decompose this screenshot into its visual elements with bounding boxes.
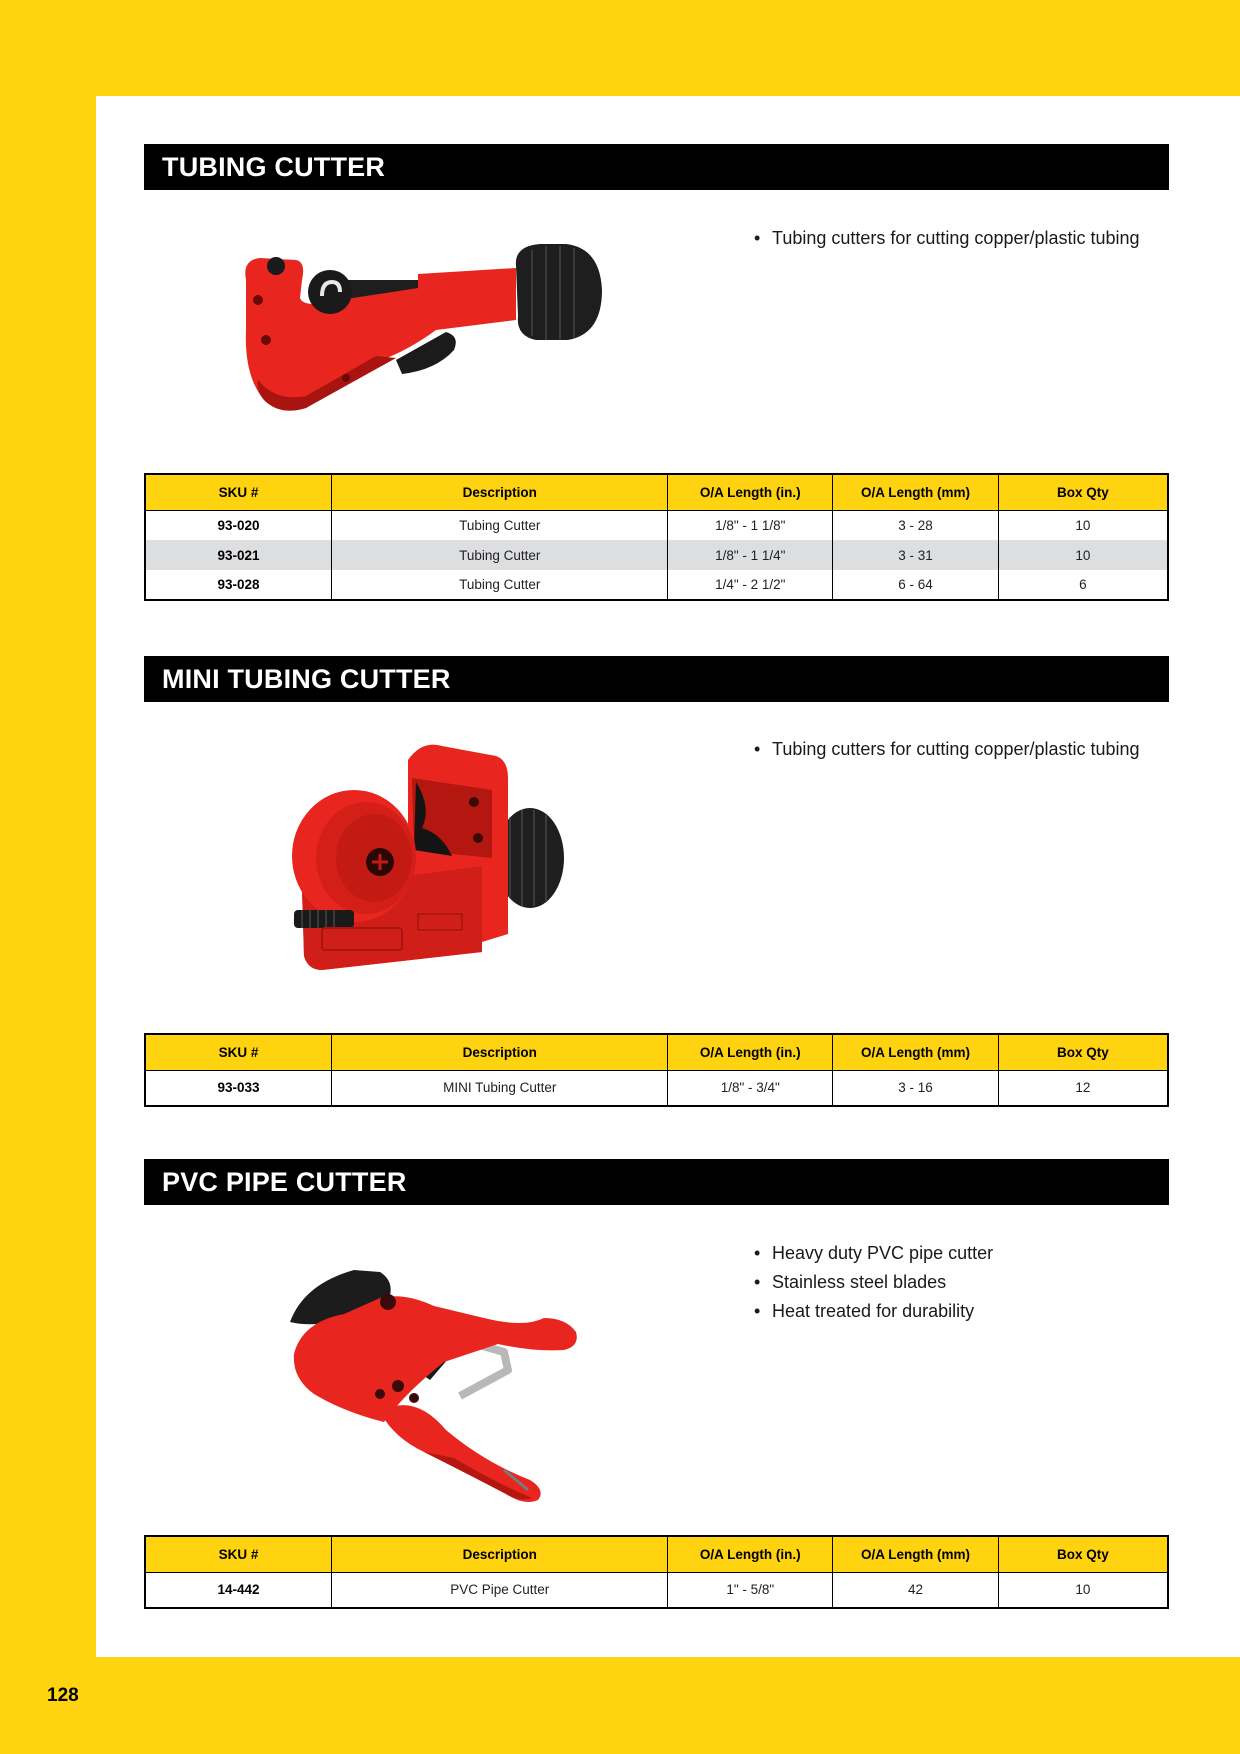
- cell-description: Tubing Cutter: [332, 540, 668, 570]
- table-header-row: [145, 1034, 1168, 1070]
- section-title: PVC PIPE CUTTER: [162, 1167, 407, 1197]
- section-title: TUBING CUTTER: [162, 152, 386, 182]
- table-row: [145, 540, 1168, 570]
- table-row: [145, 510, 1168, 540]
- spec-table-pvc-pipe-cutter: [144, 1535, 1169, 1609]
- feature-item: • Stainless steel blades: [752, 1268, 993, 1297]
- header-length-mm: O/A Length (mm): [833, 474, 999, 510]
- header-sku: SKU #: [145, 474, 332, 510]
- cell-description: Tubing Cutter: [332, 510, 668, 540]
- cell-length-mm: 6 - 64: [833, 570, 999, 600]
- pvc-pipe-cutter-product-image: [284, 1262, 614, 1506]
- cell-box-qty: 10: [998, 540, 1168, 570]
- header-length-mm: O/A Length (mm): [833, 1034, 999, 1070]
- cell-description: PVC Pipe Cutter: [332, 1572, 668, 1608]
- section-title: MINI TUBING CUTTER: [162, 664, 451, 694]
- cell-description: MINI Tubing Cutter: [332, 1070, 668, 1106]
- section-header-pvc-pipe-cutter: [144, 1159, 1169, 1205]
- page-number: 128: [47, 1685, 79, 1706]
- section-header-mini-tubing-cutter: [144, 656, 1169, 702]
- cell-length-mm: 3 - 28: [833, 510, 999, 540]
- cell-description: Tubing Cutter: [332, 570, 668, 600]
- feature-item: • Tubing cutters for cutting copper/plastic tubing: [752, 735, 1140, 764]
- header-description: Description: [332, 474, 668, 510]
- header-description: Description: [332, 1034, 668, 1070]
- mini-tubing-cutter-product-image: [282, 738, 572, 1000]
- cell-box-qty: 10: [998, 1572, 1168, 1608]
- cell-sku: 93-028: [145, 570, 332, 600]
- cell-length-mm: 3 - 31: [833, 540, 999, 570]
- cell-length-in: 1" - 5/8": [668, 1572, 833, 1608]
- header-length-in: O/A Length (in.): [668, 474, 833, 510]
- feature-item: • Tubing cutters for cutting copper/plastic tubing: [752, 224, 1140, 253]
- cell-sku: 93-021: [145, 540, 332, 570]
- table-row: [145, 1572, 1168, 1608]
- header-description: Description: [332, 1536, 668, 1572]
- cell-box-qty: 12: [998, 1070, 1168, 1106]
- cell-sku: 14-442: [145, 1572, 332, 1608]
- tubing-cutter-product-image: [236, 240, 616, 420]
- feature-item: • Heat treated for durability: [752, 1297, 993, 1326]
- cell-length-mm: 42: [833, 1572, 999, 1608]
- table-header-row: [145, 1536, 1168, 1572]
- header-length-in: O/A Length (in.): [668, 1034, 833, 1070]
- cell-sku: 93-033: [145, 1070, 332, 1106]
- feature-item: • Heavy duty PVC pipe cutter: [752, 1239, 993, 1268]
- cell-length-mm: 3 - 16: [833, 1070, 999, 1106]
- cell-box-qty: 6: [998, 570, 1168, 600]
- section-header-tubing-cutter: [144, 144, 1169, 190]
- header-length-mm: O/A Length (mm): [833, 1536, 999, 1572]
- feature-list: [752, 224, 1140, 253]
- header-box-qty: Box Qty: [998, 1034, 1168, 1070]
- feature-list: [752, 735, 1140, 764]
- header-box-qty: Box Qty: [998, 474, 1168, 510]
- cell-length-in: 1/4" - 2 1/2": [668, 570, 833, 600]
- cell-box-qty: 10: [998, 510, 1168, 540]
- cell-length-in: 1/8" - 1 1/4": [668, 540, 833, 570]
- cell-length-in: 1/8" - 1 1/8": [668, 510, 833, 540]
- cell-length-in: 1/8" - 3/4": [668, 1070, 833, 1106]
- spec-table-tubing-cutter: [144, 473, 1169, 601]
- header-sku: SKU #: [145, 1536, 332, 1572]
- table-row: [145, 570, 1168, 600]
- header-length-in: O/A Length (in.): [668, 1536, 833, 1572]
- header-sku: SKU #: [145, 1034, 332, 1070]
- table-header-row: [145, 474, 1168, 510]
- feature-list: [752, 1239, 993, 1326]
- cell-sku: 93-020: [145, 510, 332, 540]
- spec-table-mini-tubing-cutter: [144, 1033, 1169, 1107]
- header-box-qty: Box Qty: [998, 1536, 1168, 1572]
- table-row: [145, 1070, 1168, 1106]
